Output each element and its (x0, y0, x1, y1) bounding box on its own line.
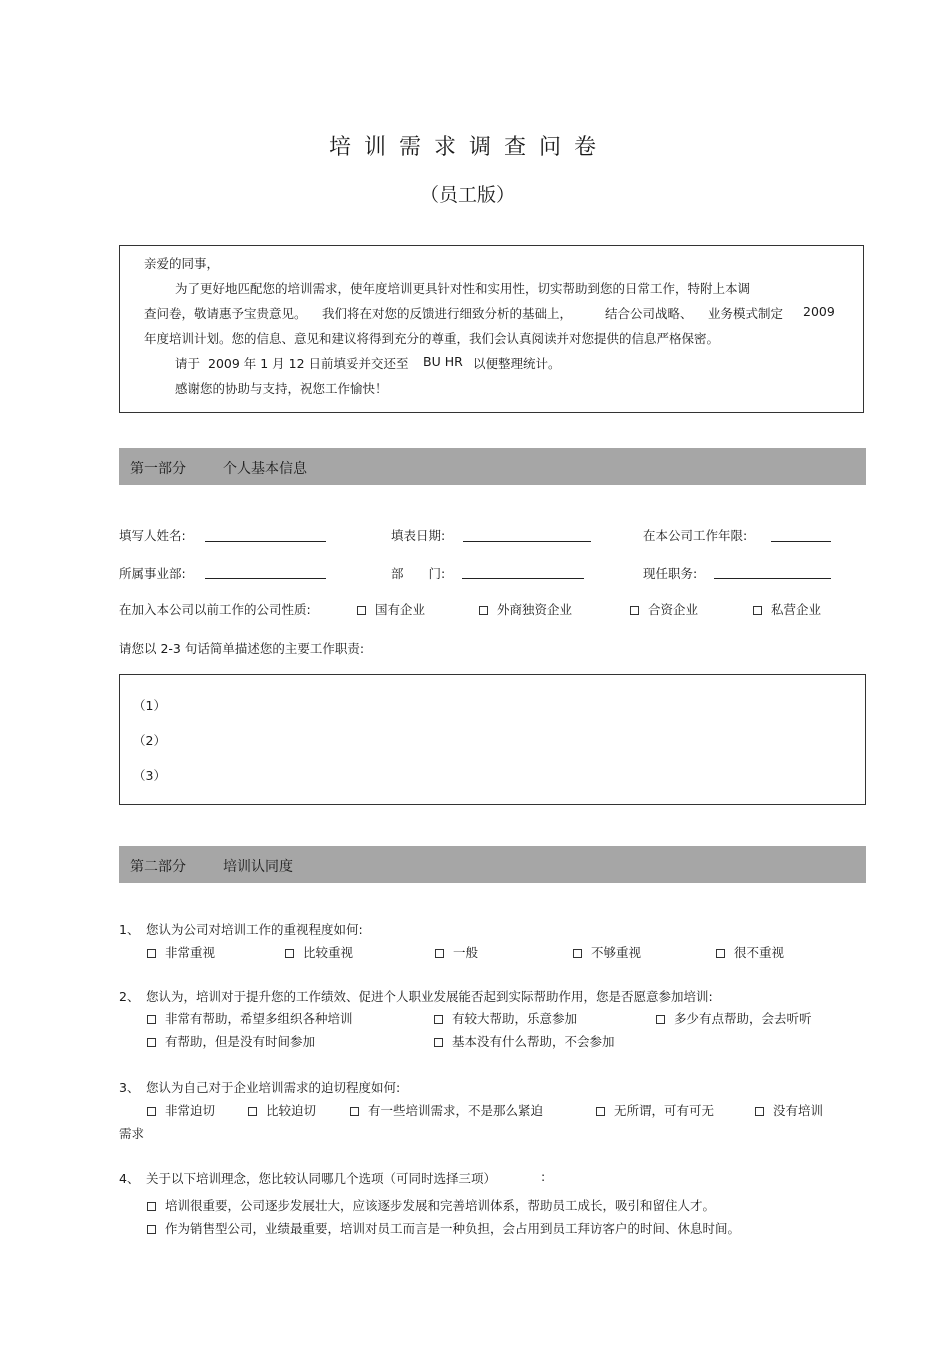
duties-prompt: 请您以 2-3 句话简单描述您的主要工作职责: (119, 641, 365, 656)
checkbox[interactable] (435, 949, 444, 958)
intro-line-2a: 查问卷，敬请惠予宝贵意见。 (144, 306, 307, 321)
company-type-option[interactable]: 国有企业 (357, 600, 425, 618)
q2-option[interactable]: 有帮助，但是没有时间参加 (147, 1032, 315, 1050)
q4-text: 关于以下培训理念，您比较认同哪几个选项（可同时选择三项） (146, 1171, 497, 1186)
checkbox[interactable] (656, 1015, 665, 1024)
duties-box[interactable] (119, 674, 866, 805)
duty-item: （3） (133, 768, 166, 783)
intro-deadline-d: 以便整理统计。 (473, 356, 561, 371)
q2-number: 2、 (119, 989, 140, 1004)
checkbox[interactable] (350, 1107, 359, 1116)
q4-number: 4、 (119, 1171, 140, 1186)
duty-item: （1） (133, 698, 166, 713)
checkbox[interactable] (147, 1225, 156, 1234)
checkbox[interactable] (147, 1202, 156, 1211)
section2-title: 培训认同度 (223, 859, 293, 875)
checkbox[interactable] (434, 1038, 443, 1047)
date-label: 填表日期: (391, 528, 446, 543)
intro-line-2c: 结合公司战略、 (605, 306, 693, 321)
q3-option[interactable]: 非常迫切 (147, 1101, 215, 1119)
date-field[interactable] (463, 541, 591, 542)
checkbox[interactable] (147, 949, 156, 958)
department-field[interactable] (462, 578, 584, 579)
q4-option[interactable]: 作为销售型公司，业绩最重要，培训对员工而言是一种负担，会占用到员工拜访客户的时间、休息时间。 (147, 1219, 740, 1237)
q3-option[interactable]: 比较迫切 (248, 1101, 316, 1119)
intro-line-2d: 业务模式制定 (708, 306, 784, 321)
page-subtitle: （员工版） (420, 184, 516, 206)
division-field[interactable] (205, 578, 326, 579)
q3-option[interactable]: 没有培训 (755, 1101, 823, 1119)
checkbox[interactable] (147, 1015, 156, 1024)
checkbox[interactable] (479, 606, 488, 615)
company-type-option[interactable]: 外商独资企业 (479, 600, 572, 618)
checkbox[interactable] (434, 1015, 443, 1024)
position-field[interactable] (714, 578, 831, 579)
q1-option[interactable]: 一般 (435, 943, 478, 961)
intro-deadline-b: 2009 年 1 月 12 日前填妥并交还至 (208, 356, 409, 371)
checkbox[interactable] (753, 606, 762, 615)
q4-colon: : (541, 1169, 546, 1184)
intro-line-3: 年度培训计划。您的信息、意见和建议将得到充分的尊重，我们会认真阅读并对您提供的信息严格保密。 (144, 331, 720, 346)
position-label: 现任职务: (643, 566, 698, 581)
years-field[interactable] (771, 541, 831, 542)
checkbox[interactable] (147, 1107, 156, 1116)
division-label: 所属事业部: (119, 566, 186, 581)
intro-thanks: 感谢您的协助与支持，祝您工作愉快！ (175, 381, 388, 396)
q4-option[interactable]: 培训很重要，公司逐步发展壮大，应该逐步发展和完善培训体系，帮助员工成长，吸引和留住人才。 (147, 1196, 715, 1214)
q1-text: 您认为公司对培训工作的重视程度如何: (146, 922, 363, 937)
years-label: 在本公司工作年限: (643, 528, 748, 543)
q3-option[interactable]: 有一些培训需求，不是那么紧迫 (350, 1101, 543, 1119)
q1-option[interactable]: 不够重视 (573, 943, 641, 961)
q1-option[interactable]: 比较重视 (285, 943, 353, 961)
q1-option[interactable]: 很不重视 (716, 943, 784, 961)
name-field[interactable] (205, 541, 326, 542)
company-type-option[interactable]: 合资企业 (630, 600, 698, 618)
q1-number: 1、 (119, 922, 140, 937)
duty-item: （2） (133, 733, 166, 748)
company-type-label: 在加入本公司以前工作的公司性质: (119, 602, 311, 617)
q2-option[interactable]: 非常有帮助，希望多组织各种培训 (147, 1009, 353, 1027)
q3-option[interactable]: 无所谓，可有可无 (596, 1101, 714, 1119)
section1-header (119, 448, 866, 485)
checkbox[interactable] (147, 1038, 156, 1047)
checkbox[interactable] (716, 949, 725, 958)
name-label: 填写人姓名: (119, 528, 186, 543)
q2-option[interactable]: 多少有点帮助，会去听听 (656, 1009, 812, 1027)
section1-title: 个人基本信息 (223, 461, 307, 477)
intro-line-1: 为了更好地匹配您的培训需求，使年度培训更具针对性和实用性，切实帮助到您的日常工作，特附上本调 (175, 281, 751, 296)
checkbox[interactable] (755, 1107, 764, 1116)
checkbox[interactable] (357, 606, 366, 615)
section1-number: 第一部分 (130, 461, 186, 477)
checkbox[interactable] (285, 949, 294, 958)
q1-option[interactable]: 非常重视 (147, 943, 215, 961)
intro-line-2b: 我们将在对您的反馈进行细致分析的基础上， (322, 306, 573, 321)
checkbox[interactable] (596, 1107, 605, 1116)
page-title: 培训需求调查问卷 (329, 135, 610, 160)
q3-text: 您认为自己对于企业培训需求的迫切程度如何: (146, 1080, 401, 1095)
section2-number: 第二部分 (130, 859, 186, 875)
intro-deadline-a: 请于 (175, 356, 201, 371)
q2-text: 您认为，培训对于提升您的工作绩效、促进个人职业发展能否起到实际帮助作用，您是否愿意参加培训: (146, 989, 713, 1004)
checkbox[interactable] (573, 949, 582, 958)
q3-number: 3、 (119, 1080, 140, 1095)
intro-greeting: 亲爱的同事， (144, 256, 220, 271)
checkbox[interactable] (630, 606, 639, 615)
company-type-option[interactable]: 私营企业 (753, 600, 821, 618)
q2-option[interactable]: 有较大帮助，乐意参加 (434, 1009, 577, 1027)
checkbox[interactable] (248, 1107, 257, 1116)
q2-option[interactable]: 基本没有什么帮助，不会参加 (434, 1032, 615, 1050)
section2-header (119, 846, 866, 883)
intro-deadline-c: BU HR (423, 354, 463, 369)
q3-option-wrap: 需求 (119, 1126, 145, 1141)
department-label: 部 门: (391, 566, 446, 581)
intro-line-2e: 2009 (803, 304, 835, 319)
